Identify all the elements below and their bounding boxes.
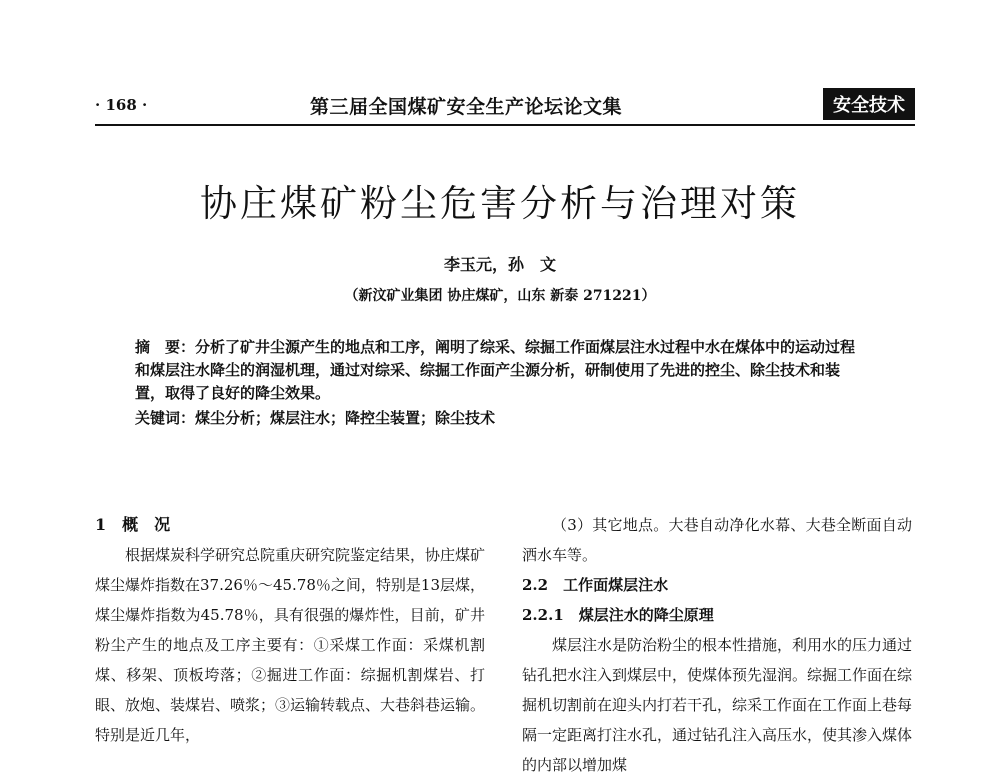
keywords-paragraph xyxy=(135,407,865,430)
page-header xyxy=(95,88,915,124)
paper-affiliation: （新汶矿业集团 协庄煤矿，山东 新泰 271221） xyxy=(344,288,656,304)
section-heading-overview: 1 概 况 xyxy=(95,515,171,534)
page-number: · 168 · xyxy=(95,96,148,114)
running-title: 第三届全国煤矿安全生产论坛论文集 xyxy=(310,96,623,118)
abstract-text: 分析了矿井尘源产生的地点和工序，阐明了综采、综掘工作面煤层注水过程中水在煤体中的运动过程和煤层注水降尘的润湿机理，通过对综采、综掘工作面产尘源分析，研制使用了先进的控尘、除尘技术和装置，取得了良好的降尘效果。 xyxy=(135,338,856,402)
abstract xyxy=(135,336,865,430)
keywords-label: 关键词： xyxy=(135,409,196,427)
keywords-text: 煤尘分析；煤层注水；降控尘装置；除尘技术 xyxy=(195,409,496,427)
abstract-paragraph xyxy=(135,336,865,405)
principle-paragraph: 煤层注水是防治粉尘的根本性措施，利用水的压力通过钻孔把水注入到煤层中，使煤体预先湿润。综掘工作面在综掘机切割前在迎头内打若干孔，综采工作面在工作面上巷每隔一定距离打注水孔，通过钻孔注入高压水，使其渗入煤体的内部以增加煤 xyxy=(522,636,913,774)
paper-title: 协庄煤矿粉尘危害分析与治理对策 xyxy=(200,182,800,225)
other-locations-item: （3）其它地点。大巷自动净化水幕、大巷全断面自动洒水车等。 xyxy=(522,516,912,564)
paper-authors: 李玉元，孙 文 xyxy=(443,255,556,274)
overview-paragraph: 根据煤炭科学研究总院重庆研究院鉴定结果，协庄煤矿煤尘爆炸指数在37.26％～45.78％之间，特别是13层煤，煤尘爆炸指数为45.78％，具有很强的爆炸性，目前，矿井粉尘产生的地点及工序主要有：①采煤工作面：采煤机割煤、移架、顶板垮落；②掘进工作面：综掘机割煤岩、打眼、放炮、装煤岩、喷浆；③运输转载点、大巷斜巷运输。特别是近几年， xyxy=(95,546,486,744)
section-tag: 安全技术 xyxy=(823,88,915,120)
right-column xyxy=(522,510,912,780)
header-rule xyxy=(95,124,915,126)
subsection-heading-principle: 2.2.1 煤层注水的降尘原理 xyxy=(522,606,714,624)
section-heading-coal-seam-injection: 2.2 工作面煤层注水 xyxy=(522,576,669,594)
abstract-label: 摘 要： xyxy=(135,338,196,356)
left-column xyxy=(95,510,485,750)
